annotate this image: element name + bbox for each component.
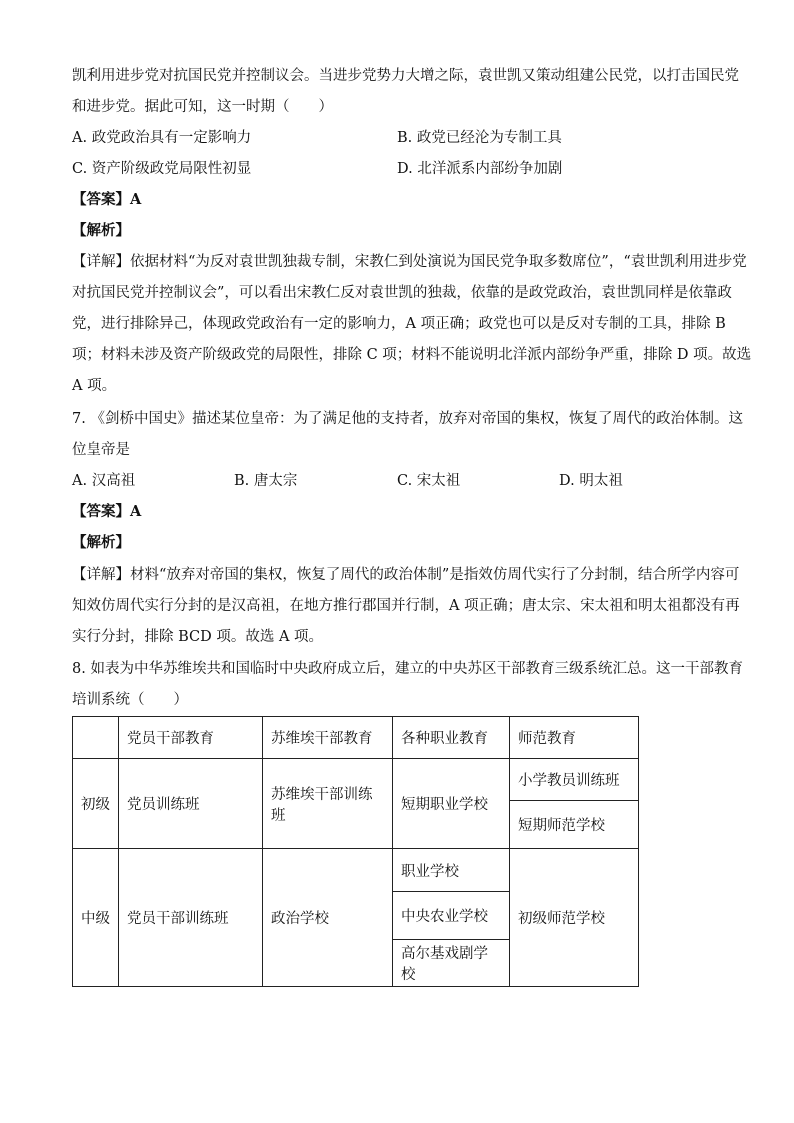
q6-option-d: D. 北洋派系内部纷争加剧 bbox=[397, 161, 563, 177]
table-cell: 职业学校 bbox=[393, 849, 510, 892]
q7-stem-line1: 7. 《剑桥中国史》描述某位皇帝：为了满足他的支持者，放弃对帝国的集权，恢复了周代的政治体制。这 bbox=[72, 411, 743, 427]
q6-stem-line1: 凯利用进步党对抗国民党并控制议会。当进步党势力大增之际，袁世凯又策动组建公民党，以打击国民党 bbox=[72, 68, 739, 84]
q6-detail-line5: A 项。 bbox=[72, 378, 117, 394]
header-cell-vocational: 各种职业教育 bbox=[393, 717, 510, 759]
header-cell-party: 党员干部教育 bbox=[119, 717, 263, 759]
table-cell: 党员干部训练班 bbox=[119, 849, 263, 987]
table-cell: 短期职业学校 bbox=[393, 759, 510, 849]
table-cell: 初级师范学校 bbox=[510, 849, 639, 987]
q7-answer: 【答案】A bbox=[72, 503, 142, 520]
q6-detail-line4: 项；材料未涉及资产阶级政党的局限性，排除 C 项；材料不能说明北洋派内部纷争严重，排除 D 项。故选 bbox=[72, 347, 752, 363]
q7-detail-line1: 【详解】材料“放弃对帝国的集权，恢复了周代的政治体制”是指效仿周代实行了分封制，结合所学内容可 bbox=[72, 567, 740, 583]
table-cell: 短期师范学校 bbox=[510, 801, 639, 849]
q6-detail-line1: 【详解】依据材料“为反对袁世凯独裁专制，宋教仁到处演说为国民党争取多数席位”，“袁世凯利用进步党 bbox=[72, 254, 747, 270]
q7-option-b: B. 唐太宗 bbox=[234, 473, 298, 489]
table-cell: 中央农业学校 bbox=[393, 892, 510, 940]
level-cell: 初级 bbox=[73, 759, 119, 849]
table-cell: 党员训练班 bbox=[119, 759, 263, 849]
table-cell: 小学教员训练班 bbox=[510, 759, 639, 801]
q7-stem-line2: 位皇帝是 bbox=[72, 442, 130, 458]
table-row bbox=[73, 849, 639, 892]
q8-stem-line1: 8. 如表为中华苏维埃共和国临时中央政府成立后，建立的中央苏区干部教育三级系统汇总。这一干部教育 bbox=[72, 661, 743, 677]
q6-stem-line2: 和进步党。据此可知，这一时期（ ） bbox=[72, 99, 333, 115]
q6-analysis-heading: 【解析】 bbox=[72, 222, 130, 239]
table-cell: 政治学校 bbox=[263, 849, 393, 987]
q7-option-c: C. 宋太祖 bbox=[397, 473, 461, 489]
cadre-education-table bbox=[72, 716, 639, 987]
header-cell-empty bbox=[73, 717, 119, 759]
table-row bbox=[73, 759, 639, 801]
q6-detail-line3: 党，进行排除异己，体现政党政治有一定的影响力，A 项正确；政党也可以是反对专制的工具，排除 B bbox=[72, 316, 726, 332]
q7-analysis-heading: 【解析】 bbox=[72, 534, 130, 551]
q7-detail-line2: 知效仿周代实行分封的是汉高祖，在地方推行郡国并行制，A 项正确；唐太宗、宋太祖和明太祖都没有再 bbox=[72, 598, 740, 614]
q6-option-b: B. 政党已经沦为专制工具 bbox=[397, 130, 562, 146]
q6-option-a: A. 政党政治具有一定影响力 bbox=[72, 130, 252, 146]
header-cell-soviet: 苏维埃干部教育 bbox=[263, 717, 393, 759]
q6-answer: 【答案】A bbox=[72, 191, 142, 208]
table-header-row bbox=[73, 717, 639, 759]
q8-stem-line2: 培训系统（ ） bbox=[72, 692, 188, 708]
q6-option-c: C. 资产阶级政党局限性初显 bbox=[72, 161, 252, 177]
table-cell: 高尔基戏剧学校 bbox=[393, 940, 510, 987]
q6-detail-line2: 对抗国民党并控制议会”，可以看出宋教仁反对袁世凯的独裁，依靠的是政党政治，袁世凯同样是依靠政 bbox=[72, 285, 732, 301]
header-cell-normal: 师范教育 bbox=[510, 717, 639, 759]
q7-option-d: D. 明太祖 bbox=[559, 473, 623, 489]
q7-option-a: A. 汉高祖 bbox=[72, 473, 136, 489]
q7-detail-line3: 实行分封，排除 BCD 项。故选 A 项。 bbox=[72, 629, 324, 645]
table-cell: 苏维埃干部训练班 bbox=[263, 759, 393, 849]
level-cell: 中级 bbox=[73, 849, 119, 987]
